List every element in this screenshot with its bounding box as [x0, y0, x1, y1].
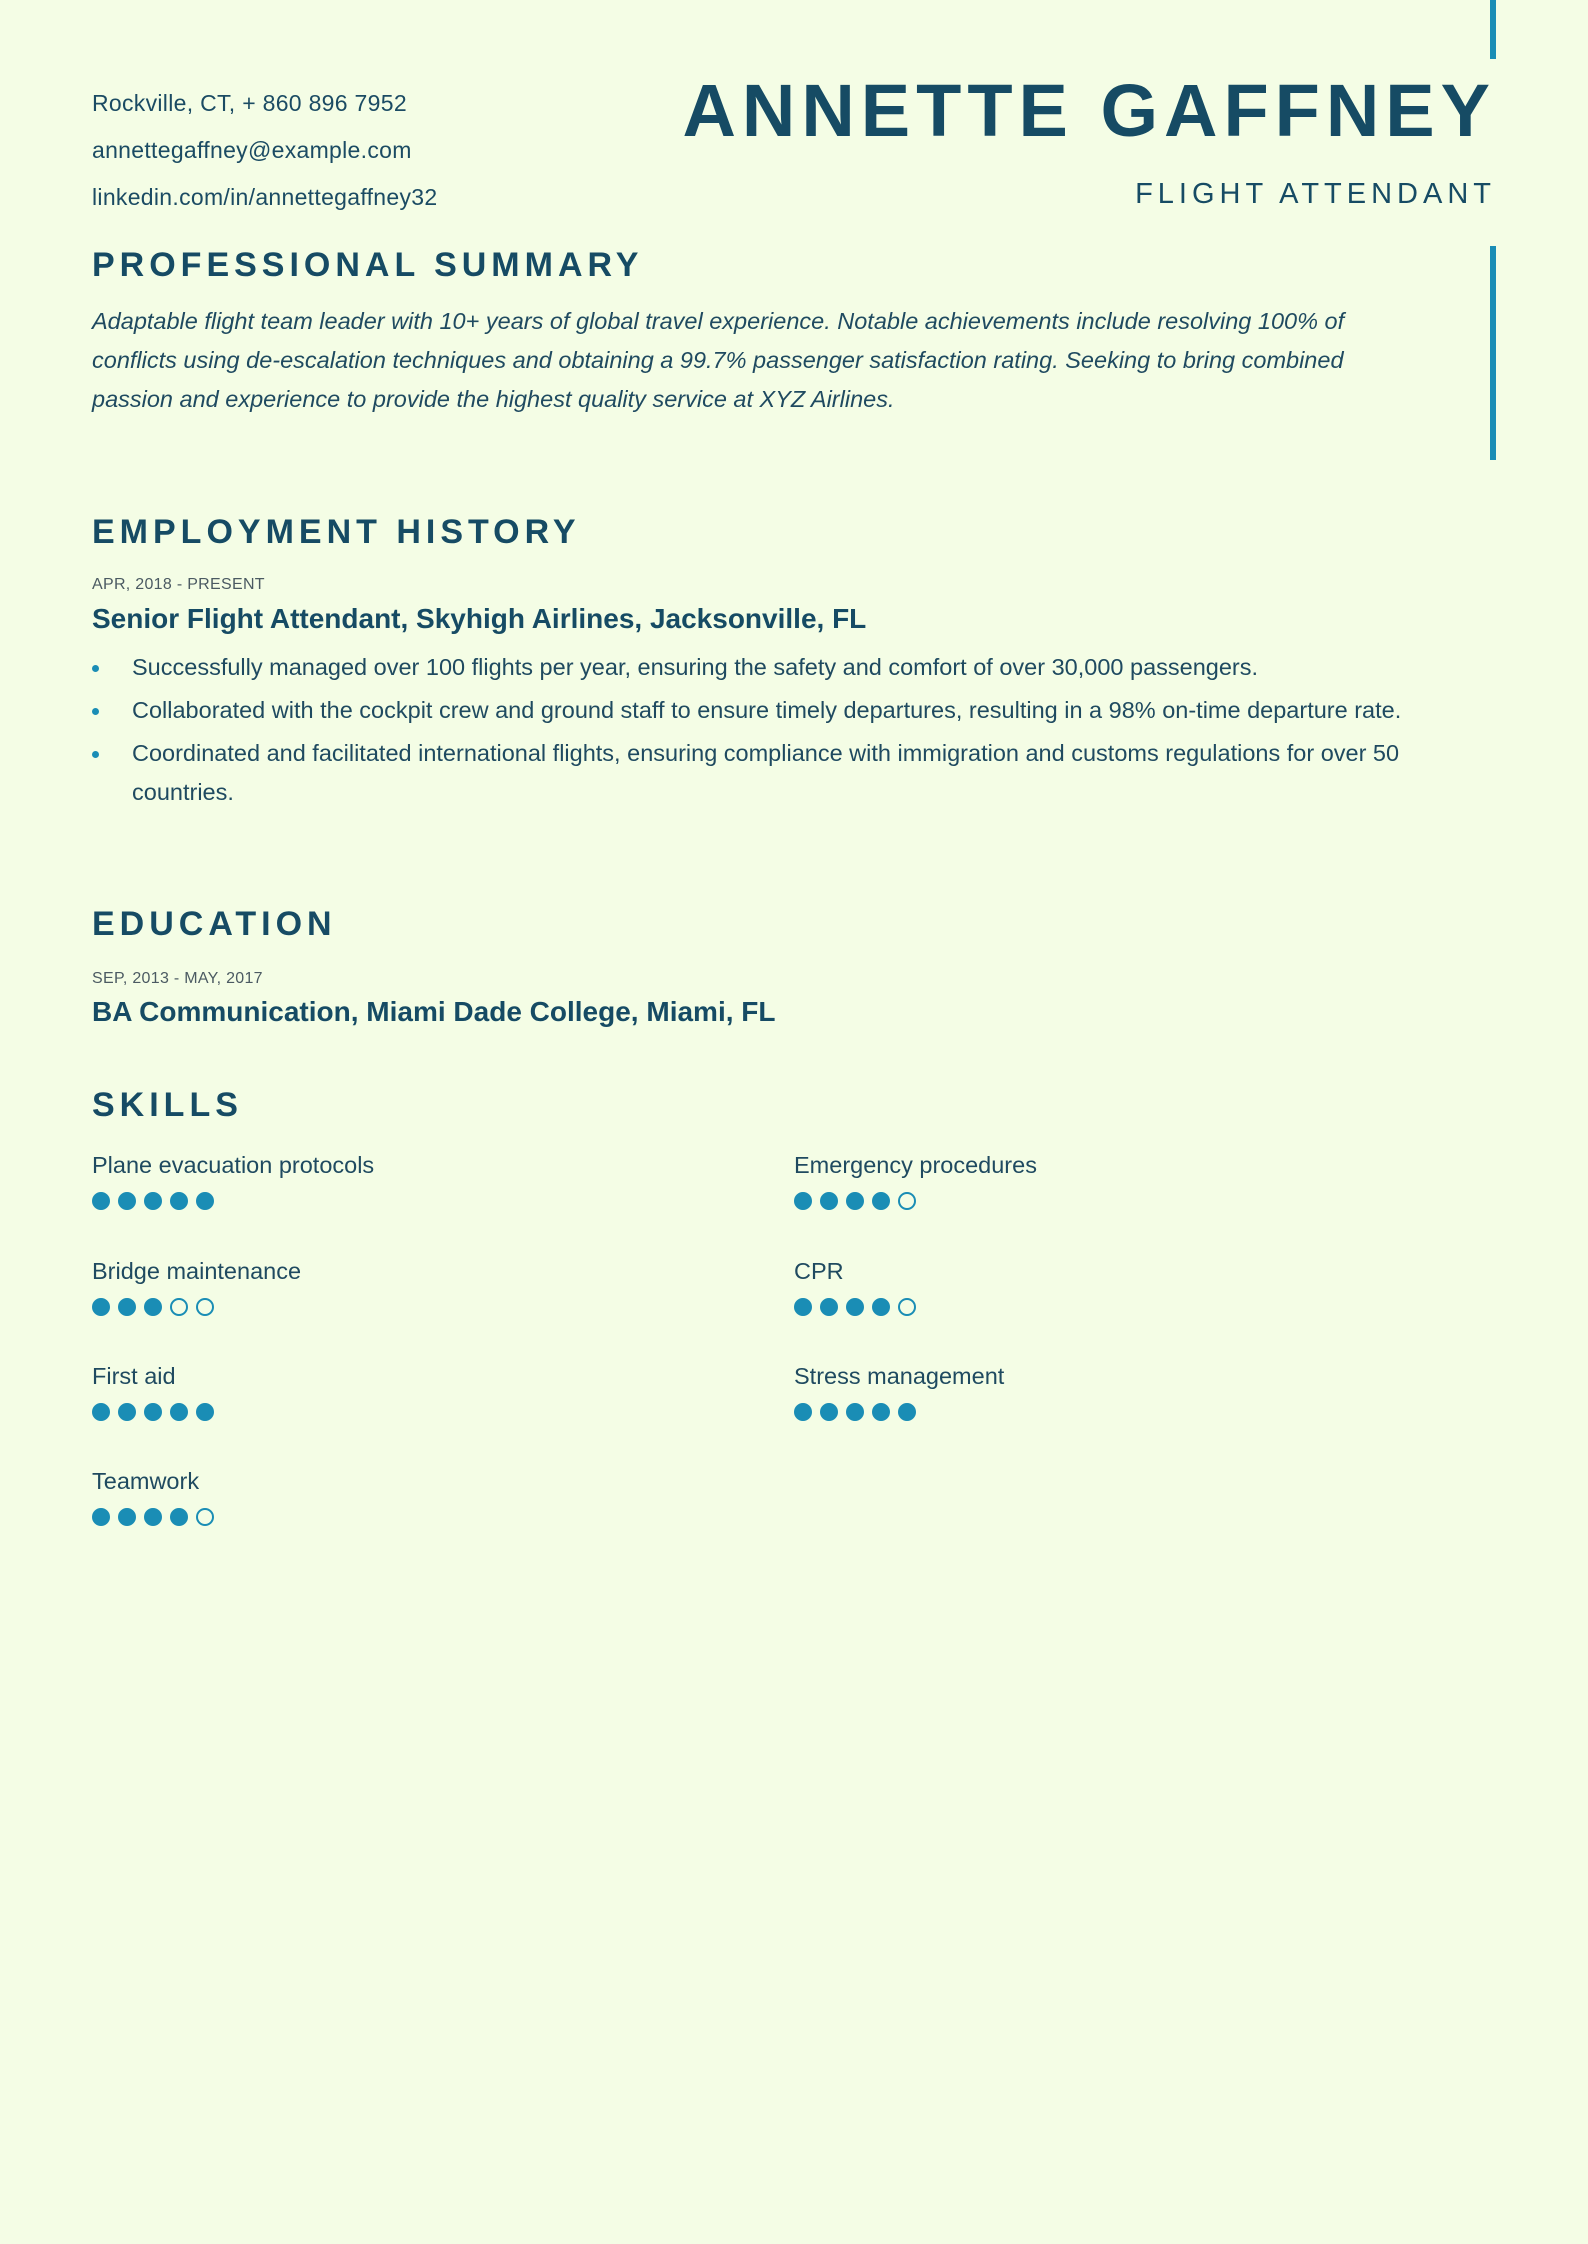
rating-dot-filled-icon: [118, 1508, 136, 1526]
rating-dot-filled-icon: [846, 1403, 864, 1421]
rating-dot-filled-icon: [118, 1298, 136, 1316]
skill-item: [92, 1361, 214, 1421]
summary-text: Adaptable flight team leader with 10+ years of global travel experience. Notable achievements include resolving 100% of conflicts using de-escalation techniques and obtaining a 99.7% passenger satisfaction rating. Seeking to bring combined passion and experience to provide the highest quality service at XYZ Airlines.: [92, 308, 1345, 412]
job-bullet-text: Collaborated with the cockpit crew and ground staff to ensure timely departures, resulting in a 98% on-time departure rate.: [132, 697, 1402, 723]
rating-dot-empty-icon: [898, 1192, 916, 1210]
job-dates: APR, 2018 - PRESENT: [92, 576, 265, 593]
skill-name: Emergency procedures: [794, 1152, 1037, 1178]
skill-name: CPR: [794, 1258, 844, 1284]
skill-name: Plane evacuation protocols: [92, 1152, 375, 1178]
rating-dot-empty-icon: [170, 1298, 188, 1316]
skill-item: [794, 1361, 1004, 1421]
rating-dot-filled-icon: [170, 1403, 188, 1421]
skill-name: Bridge maintenance: [92, 1258, 302, 1284]
rating-dot-filled-icon: [144, 1403, 162, 1421]
skills-heading: SKILLS: [92, 1086, 243, 1124]
skill-name: First aid: [92, 1363, 176, 1389]
rating-dot-empty-icon: [898, 1298, 916, 1316]
rating-dot-filled-icon: [196, 1192, 214, 1210]
rating-dot-filled-icon: [92, 1192, 110, 1210]
rating-dot-filled-icon: [118, 1403, 136, 1421]
skill-rating: [92, 1298, 301, 1316]
accent-bar-top: [1490, 0, 1496, 59]
skill-rating: [92, 1403, 214, 1421]
skill-item: [92, 1256, 301, 1316]
skill-rating: [794, 1192, 1037, 1210]
bullet-icon: [92, 708, 99, 715]
rating-dot-filled-icon: [846, 1298, 864, 1316]
rating-dot-filled-icon: [92, 1508, 110, 1526]
accent-bar-summary: [1490, 246, 1496, 460]
job-title: Senior Flight Attendant, Skyhigh Airlines, Jacksonville, FL: [92, 603, 867, 634]
rating-dot-filled-icon: [794, 1192, 812, 1210]
rating-dot-filled-icon: [196, 1403, 214, 1421]
job-bullet: [92, 648, 1492, 687]
contact-block: [92, 80, 437, 221]
skill-rating: [794, 1298, 916, 1316]
candidate-role: FLIGHT ATTENDANT: [1135, 178, 1496, 210]
rating-dot-filled-icon: [872, 1192, 890, 1210]
summary-heading: PROFESSIONAL SUMMARY: [92, 246, 644, 284]
rating-dot-filled-icon: [794, 1298, 812, 1316]
job-bullets: [92, 648, 1492, 816]
linkedin-link[interactable]: linkedin.com/in/annettegaffney32: [92, 184, 438, 210]
rating-dot-filled-icon: [820, 1192, 838, 1210]
skill-rating: [92, 1508, 214, 1526]
rating-dot-filled-icon: [144, 1508, 162, 1526]
employment-heading: EMPLOYMENT HISTORY: [92, 513, 581, 551]
rating-dot-filled-icon: [170, 1508, 188, 1526]
location-phone: Rockville, CT, + 860 896 7952: [92, 90, 407, 116]
skill-name: Stress management: [794, 1363, 1005, 1389]
rating-dot-filled-icon: [794, 1403, 812, 1421]
job-bullet-text: Successfully managed over 100 flights per year, ensuring the safety and comfort of over 30,000 passengers.: [132, 654, 1259, 680]
education-dates: SEP, 2013 - MAY, 2017: [92, 970, 263, 987]
rating-dot-filled-icon: [170, 1192, 188, 1210]
rating-dot-filled-icon: [144, 1192, 162, 1210]
skill-item: [794, 1256, 916, 1316]
education-degree: BA Communication, Miami Dade College, Miami, FL: [92, 996, 776, 1027]
rating-dot-empty-icon: [196, 1508, 214, 1526]
email-link[interactable]: annettegaffney@example.com: [92, 137, 412, 163]
rating-dot-filled-icon: [872, 1403, 890, 1421]
bullet-icon: [92, 751, 99, 758]
job-bullet: [92, 691, 1492, 730]
candidate-name: ANNETTE GAFFNEY: [682, 69, 1496, 152]
rating-dot-filled-icon: [144, 1298, 162, 1316]
rating-dot-filled-icon: [92, 1298, 110, 1316]
skill-item: [794, 1150, 1037, 1210]
rating-dot-filled-icon: [820, 1298, 838, 1316]
rating-dot-filled-icon: [820, 1403, 838, 1421]
education-heading: EDUCATION: [92, 905, 337, 943]
bullet-icon: [92, 665, 99, 672]
skill-name: Teamwork: [92, 1468, 200, 1494]
skill-rating: [92, 1192, 374, 1210]
rating-dot-filled-icon: [118, 1192, 136, 1210]
rating-dot-empty-icon: [196, 1298, 214, 1316]
job-bullet-text: Coordinated and facilitated international flights, ensuring compliance with immigration and customs regulations for over 50 countries.: [132, 740, 1400, 805]
skill-item: [92, 1466, 214, 1526]
rating-dot-filled-icon: [872, 1298, 890, 1316]
rating-dot-filled-icon: [846, 1192, 864, 1210]
rating-dot-filled-icon: [898, 1403, 916, 1421]
skill-rating: [794, 1403, 1004, 1421]
skill-item: [92, 1150, 374, 1210]
rating-dot-filled-icon: [92, 1403, 110, 1421]
job-bullet: [92, 734, 1492, 812]
